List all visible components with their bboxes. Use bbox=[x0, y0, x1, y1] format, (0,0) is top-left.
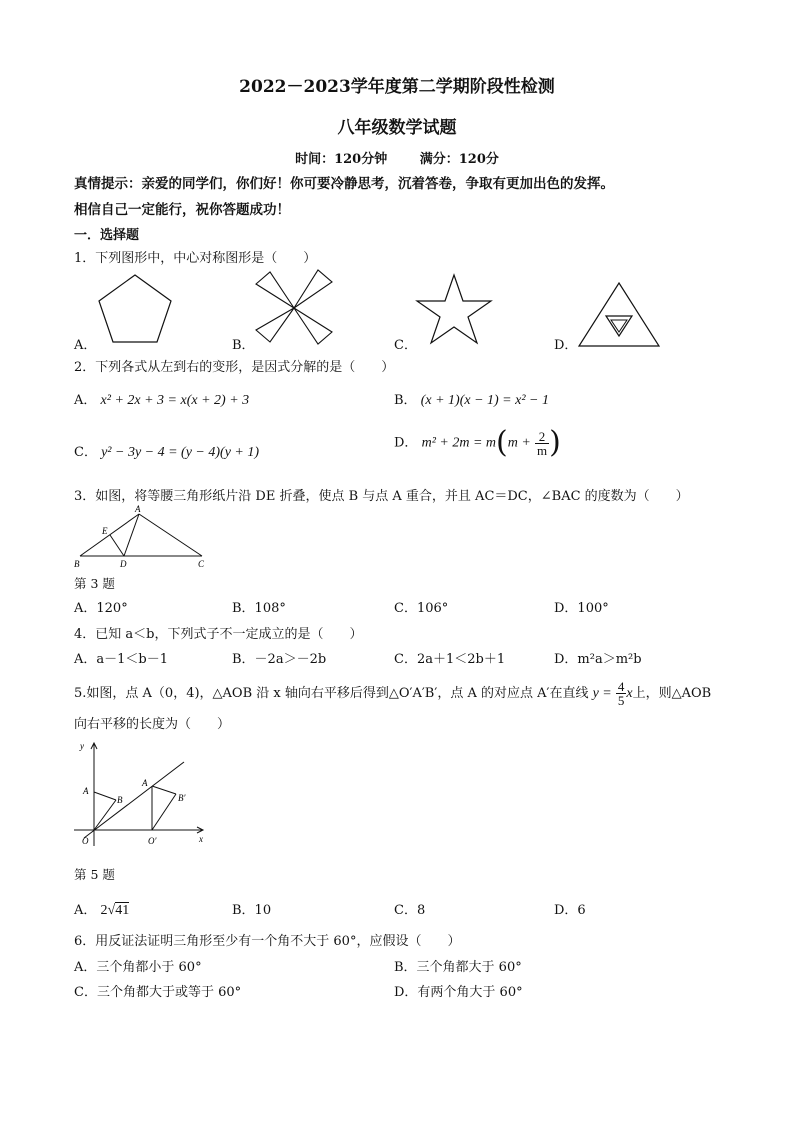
q1-stem: 1．下列图形中，中心对称图形是（ ） bbox=[74, 251, 317, 266]
exam-subtitle: 八年级数学试题 bbox=[337, 118, 457, 138]
q4-option-d: D．m²a＞m²b bbox=[554, 652, 642, 667]
label-a: A bbox=[135, 504, 141, 514]
q5-slope-numerator: 4 bbox=[617, 679, 625, 694]
q2-option-d-fraction bbox=[535, 430, 549, 457]
q5-option-b: B．10 bbox=[232, 903, 272, 918]
segment-ac bbox=[139, 514, 202, 556]
q4-option-b: B．－2a＞－2b bbox=[232, 652, 327, 667]
q5-stem-line2: 向右平移的长度为（ ） bbox=[74, 717, 231, 732]
q6-option-b: B．三个角都大于 60° bbox=[394, 960, 522, 975]
notice-line-2: 相信自己一定能行，祝你答题成功！ bbox=[74, 202, 290, 218]
q5-figure bbox=[70, 738, 210, 850]
q2-option-b-expr: (x + 1)(x − 1) = x² − 1 bbox=[420, 393, 549, 408]
q2-option-b bbox=[394, 389, 549, 409]
q2-option-c bbox=[74, 441, 259, 461]
q2-option-d-numerator: 2 bbox=[535, 430, 549, 444]
q2-option-d-left: m² + 2m = m bbox=[421, 435, 497, 451]
segment-ba bbox=[80, 514, 139, 556]
q6-option-c: C．三个角都大于或等于 60° bbox=[74, 985, 242, 1000]
label-e: E bbox=[102, 526, 108, 536]
q4-option-a: A．a－1＜b－1 bbox=[74, 652, 169, 667]
q5-option-a-coef: 2 bbox=[100, 903, 108, 918]
label-c: C bbox=[198, 559, 205, 569]
star-figure bbox=[414, 272, 494, 346]
segment-ad bbox=[124, 514, 139, 556]
q2-option-c-label: C． bbox=[74, 445, 97, 460]
q1-option-b-label: B． bbox=[232, 338, 255, 353]
label-o-prime: O′ bbox=[148, 836, 157, 846]
pinwheel-shape bbox=[256, 270, 332, 344]
q5-slope-denominator: 5 bbox=[617, 693, 625, 708]
q3-option-b: B．108° bbox=[232, 601, 286, 616]
exam-score: 满分：120分 bbox=[419, 152, 499, 167]
label-a: A bbox=[83, 786, 89, 796]
q3-option-c: C．106° bbox=[394, 601, 449, 616]
sqrt-glyph: √ bbox=[107, 903, 116, 918]
q2-option-a-label: A． bbox=[74, 393, 97, 408]
pentagon-figure bbox=[94, 270, 176, 346]
q5-option-a-radicand: 41 bbox=[115, 903, 130, 918]
segment-bo bbox=[94, 800, 116, 830]
segment-ab bbox=[94, 792, 116, 800]
segment-a2b2 bbox=[152, 786, 176, 794]
q5-stem-y: y = bbox=[592, 686, 612, 701]
star-shape bbox=[417, 275, 491, 343]
q6-option-d: D．有两个角大于 60° bbox=[394, 985, 523, 1000]
pinwheel-figure bbox=[252, 268, 336, 346]
label-x-axis: x bbox=[199, 834, 203, 844]
q1-option-a-label: A． bbox=[74, 338, 97, 353]
q5-stem-x: x bbox=[626, 686, 633, 701]
label-b-prime: B′ bbox=[178, 793, 186, 803]
pentagon-shape bbox=[99, 275, 171, 342]
q3-caption: 第 3 题 bbox=[74, 576, 115, 591]
q5-stem-part1: 5.如图，点 A（0，4)，△AOB 沿 x 轴向右平移后得到△O′A′B′，点 A 的对应点 A′在直线 bbox=[74, 686, 589, 701]
q3-figure bbox=[72, 504, 212, 570]
q1-option-c-label: C． bbox=[394, 338, 417, 353]
q6-stem: 6．用反证法证明三角形至少有一个角不大于 60°，应假设（ ） bbox=[74, 934, 461, 949]
q1-option-d-label: D． bbox=[554, 338, 578, 353]
q5-option-a bbox=[74, 899, 129, 919]
q5-stem-line1 bbox=[74, 680, 711, 707]
paren-close-glyph: ) bbox=[549, 425, 561, 460]
q2-option-b-label: B． bbox=[394, 393, 417, 408]
paren-open-glyph: ( bbox=[496, 425, 508, 460]
notice-line-1: 真情提示：亲爱的同学们，你们好！你可要冷静思考，沉着答卷，争取有更加出色的发挥。 bbox=[74, 176, 614, 192]
q6-option-a: A．三个角都小于 60° bbox=[74, 960, 202, 975]
q2-option-c-expr: y² − 3y − 4 = (y − 4)(y + 1) bbox=[101, 445, 260, 460]
q4-stem: 4．已知 a＜b，下列式子不一定成立的是（ ） bbox=[74, 627, 363, 642]
segment-ed bbox=[110, 535, 124, 556]
q5-slope-fraction bbox=[616, 680, 627, 707]
label-b: B bbox=[74, 559, 80, 569]
inner-triangle bbox=[611, 320, 627, 332]
q2-option-d bbox=[394, 425, 561, 460]
q3-option-a: A．120° bbox=[74, 601, 128, 616]
segment-b2o2 bbox=[152, 794, 176, 830]
q5-caption: 第 5 题 bbox=[74, 867, 115, 882]
line-y-4-5-x bbox=[84, 762, 184, 838]
exam-time: 时间：120分钟 bbox=[295, 152, 388, 167]
q4-option-c: C．2a＋1＜2b＋1 bbox=[394, 652, 506, 667]
q5-option-c: C．8 bbox=[394, 903, 426, 918]
label-o: O bbox=[82, 836, 89, 846]
q5-stem-part2: 上，则△AOB bbox=[632, 686, 712, 701]
q2-option-a-expr: x² + 2x + 3 = x(x + 2) + 3 bbox=[100, 393, 250, 408]
q3-stem: 3．如图，将等腰三角形纸片沿 DE 折叠，使点 B 与点 A 重合，并且 AC＝DC，∠BAC 的度数为（ ） bbox=[74, 489, 689, 504]
q2-option-a bbox=[74, 389, 249, 409]
q5-option-d: D．6 bbox=[554, 903, 586, 918]
nested-triangle-figure bbox=[576, 280, 662, 348]
section-title: 一．选择题 bbox=[74, 228, 140, 243]
q2-option-d-label: D． bbox=[394, 435, 418, 451]
label-b: B bbox=[117, 795, 123, 805]
middle-triangle bbox=[606, 316, 632, 336]
q2-stem: 2．下列各式从左到右的变形，是因式分解的是（ ） bbox=[74, 360, 395, 375]
exam-title: 2022－2023学年度第二学期阶段性检测 bbox=[239, 77, 555, 97]
label-y-axis: y bbox=[80, 741, 84, 751]
q5-option-a-label: A． bbox=[74, 903, 97, 918]
q2-option-d-denominator: m bbox=[536, 442, 548, 458]
label-a-prime: A bbox=[142, 778, 148, 788]
exam-meta bbox=[0, 148, 794, 167]
q3-option-d: D．100° bbox=[554, 601, 609, 616]
q2-option-d-inner: m + bbox=[507, 435, 531, 451]
label-d: D bbox=[120, 559, 127, 569]
